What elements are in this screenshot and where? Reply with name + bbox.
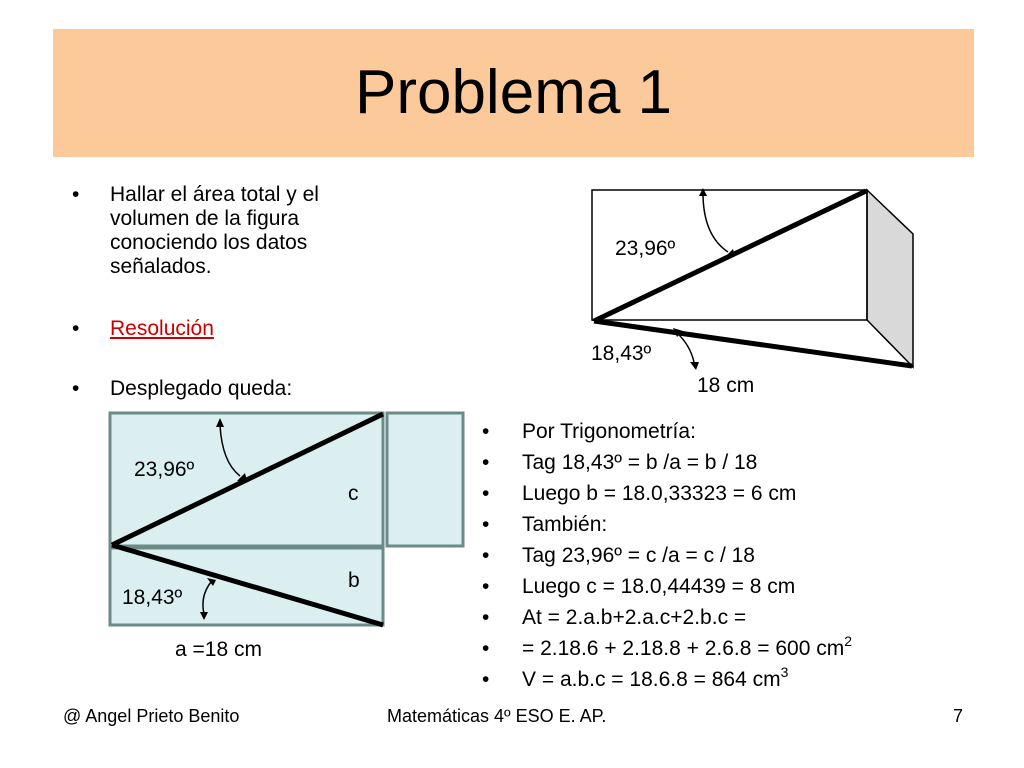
unfolded-label: Desplegado queda: [110, 377, 293, 400]
bullet-icon: • [482, 575, 490, 598]
prism-side-face [867, 190, 913, 367]
footer-page-number: 7 [953, 706, 964, 726]
net-figure [110, 413, 463, 661]
solution-line: Tag 23,96º = c /a = c / 18 [522, 544, 755, 567]
slide-title: Problema 1 [354, 58, 673, 127]
list-item [480, 633, 1000, 664]
list-item [480, 664, 1000, 695]
arrowhead [699, 188, 707, 196]
bullet-icon: • [482, 668, 490, 691]
prism-length-label: 18 cm [697, 374, 755, 397]
list-item [480, 478, 1000, 509]
list-item [480, 571, 1000, 602]
net-angle-top-label: 23,96º [134, 458, 195, 481]
net-b-label: b [348, 569, 360, 592]
bullet-icon: • [482, 637, 490, 660]
prism-figure [591, 188, 913, 397]
footer-author: @ Angel Prieto Benito [63, 706, 240, 726]
net-side-face [387, 413, 463, 546]
footer-course: Matemáticas 4º ESO E. AP. [387, 706, 607, 726]
solution-line: = 2.18.6 + 2.18.8 + 2.6.8 = 600 cm [522, 637, 845, 660]
arrowhead [690, 362, 699, 370]
net-a-label: a =18 cm [175, 638, 262, 661]
prism-angle-bottom-label: 18,43º [591, 342, 652, 365]
exponent: 2 [844, 633, 853, 649]
list-item [480, 540, 1000, 571]
net-angle-bottom-label: 18,43º [122, 586, 183, 609]
resolution-link[interactable]: Resolución [110, 317, 214, 340]
solution-line: Tag 18,43º = b /a = b / 18 [522, 451, 758, 474]
solution-line: Por Trigonometría: [522, 420, 696, 443]
solution-line: Luego b = 18.0,33323 = 6 cm [522, 482, 797, 505]
bullet-icon: • [72, 317, 80, 340]
exponent: 3 [780, 664, 789, 680]
bullet-icon: • [482, 544, 490, 567]
solution-line: At = 2.a.b+2.a.c+2.b.c = [522, 606, 747, 629]
bullet-icon: • [482, 420, 490, 443]
solution-line: También: [522, 513, 608, 536]
list-item [480, 416, 1000, 447]
angle-arc-bottom [677, 333, 694, 362]
bullet-icon: • [482, 513, 490, 536]
bullet-icon: • [72, 377, 80, 400]
solution-line: V = a.b.c = 18.6.8 = 864 cm [522, 668, 781, 691]
right-bullet-list [480, 416, 1000, 695]
solution-line: Luego c = 18.0,44439 = 8 cm [522, 575, 796, 598]
list-item [480, 602, 1000, 633]
bullet-icon: • [482, 606, 490, 629]
bullet-icon: • [72, 183, 80, 206]
bullet-icon: • [482, 482, 490, 505]
angle-arc-top [703, 196, 728, 252]
list-item [480, 509, 1000, 540]
bullet-icon: • [482, 451, 490, 474]
problem-statement: Hallar el área total y el volumen de la figura conociendo los datos señalados. [110, 183, 319, 278]
net-c-label: c [348, 482, 359, 505]
list-item [480, 447, 1000, 478]
prism-angle-top-label: 23,96º [615, 237, 676, 260]
